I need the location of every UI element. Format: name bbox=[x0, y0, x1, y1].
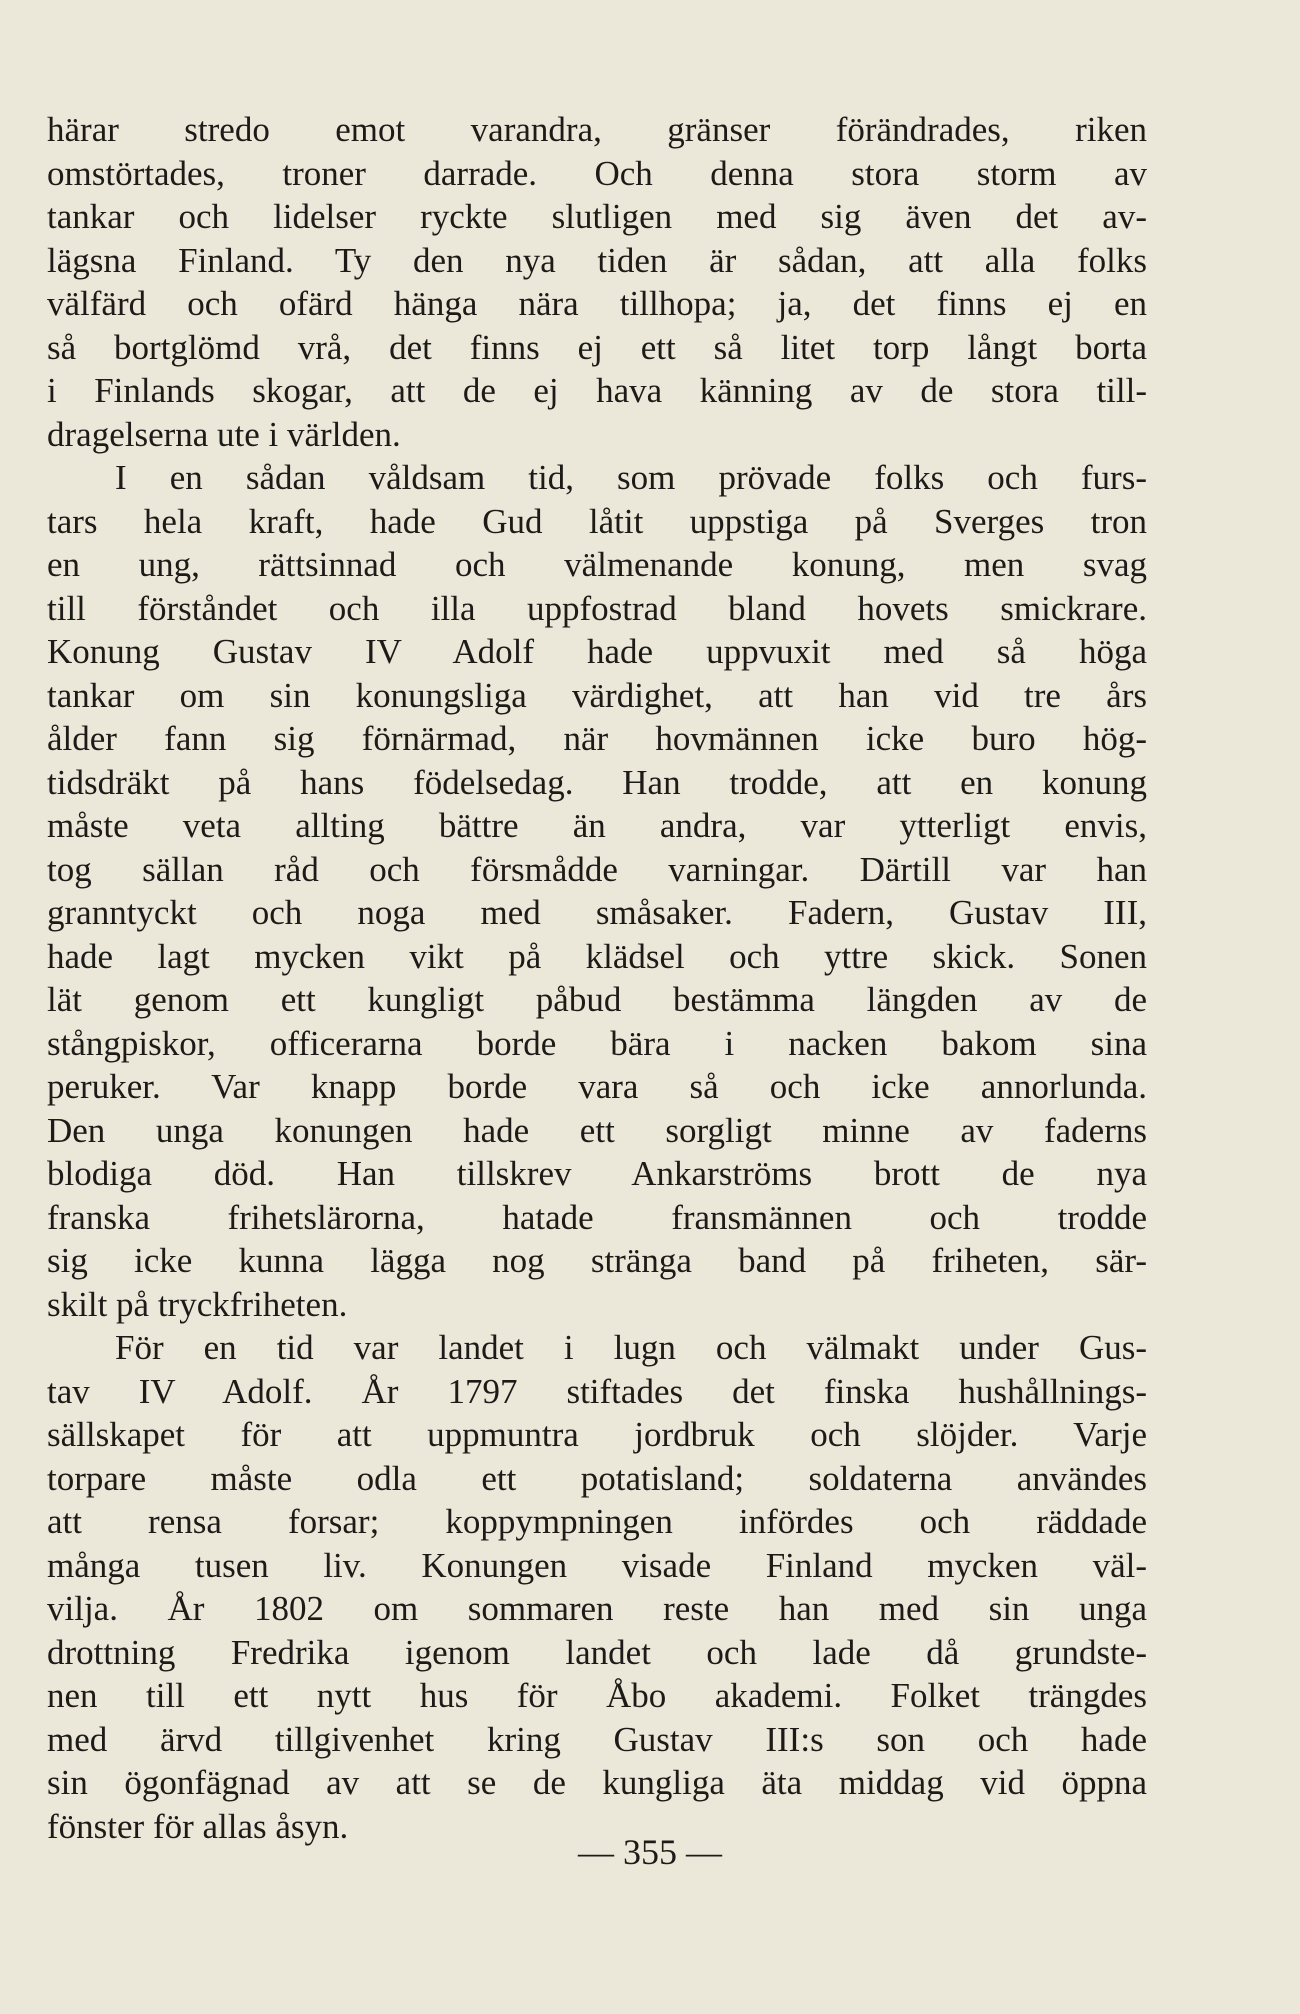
text-line: torpare måste odla ett potatisland; soldaterna användes bbox=[47, 1458, 1147, 1498]
text-line: välfärd och ofärd hänga nära tillhopa; ja, det finns ej en bbox=[47, 284, 1147, 323]
text-line: tav IV Adolf. År 1797 stiftades det finska hushållnings- bbox=[47, 1371, 1147, 1411]
text-line: Den unga konungen hade ett sorgligt minne av faderns bbox=[47, 1110, 1147, 1150]
text-line: För en tid var landet i lugn och välmakt under Gus- bbox=[115, 1328, 1147, 1367]
text-line: härar stredo emot varandra, gränser förändrades, riken bbox=[47, 110, 1147, 149]
text-line: sin ögonfägnad av att se de kungliga äta middag vid öppna bbox=[47, 1763, 1147, 1802]
text-line: ålder fann sig förnärmad, när hovmännen icke buro hög- bbox=[47, 719, 1147, 758]
text-line: många tusen liv. Konungen visade Finland mycken väl- bbox=[47, 1545, 1147, 1585]
text-line: måste veta allting bättre än andra, var ytterligt envis, bbox=[47, 806, 1147, 845]
text-line: drottning Fredrika igenom landet och lade då grundste- bbox=[47, 1632, 1147, 1672]
text-line: sig icke kunna lägga nog stränga band på friheten, sär- bbox=[47, 1241, 1147, 1280]
text-line: skilt på tryckfriheten. bbox=[47, 1284, 348, 1324]
text-line: lägsna Finland. Ty den nya tiden är sådan, att alla folks bbox=[47, 240, 1147, 280]
text-line: franska frihetslärorna, hatade fransmännen och trodde bbox=[47, 1197, 1147, 1237]
text-line: nen till ett nytt hus för Åbo akademi. Folket trängdes bbox=[47, 1676, 1147, 1715]
text-line: så bortglömd vrå, det finns ej ett så litet torp långt borta bbox=[47, 327, 1147, 367]
text-line: fönster för allas åsyn. bbox=[47, 1806, 349, 1846]
text-line: peruker. Var knapp borde vara så och icke annorlunda. bbox=[47, 1067, 1147, 1106]
page-number: — 355 — bbox=[578, 1832, 722, 1872]
text-line: att rensa forsar; koppympningen infördes och räddade bbox=[47, 1502, 1147, 1541]
text-line: Konung Gustav IV Adolf hade uppvuxit med så höga bbox=[47, 632, 1147, 671]
text-line: en ung, rättsinnad och välmenande konung, men svag bbox=[47, 545, 1147, 584]
text-line: omstörtades, troner darrade. Och denna stora storm av bbox=[47, 153, 1147, 193]
text-line: sällskapet för att uppmuntra jordbruk och slöjder. Varje bbox=[47, 1415, 1147, 1454]
text-line: dragelserna ute i världen. bbox=[47, 414, 401, 454]
text-line: blodiga död. Han tillskrev Ankarströms brott de nya bbox=[47, 1154, 1147, 1193]
text-line: hade lagt mycken vikt på klädsel och yttre skick. Sonen bbox=[47, 936, 1147, 976]
text-line: i Finlands skogar, att de ej hava känning av de stora till- bbox=[47, 371, 1147, 410]
text-line: lät genom ett kungligt påbud bestämma längden av de bbox=[47, 980, 1147, 1019]
text-line: stångpiskor, officerarna borde bära i nacken bakom sina bbox=[47, 1023, 1147, 1063]
text-line: tankar om sin konungsliga värdighet, att han vid tre års bbox=[47, 675, 1147, 715]
text-line: tars hela kraft, hade Gud låtit uppstiga på Sverges tron bbox=[47, 501, 1147, 541]
text-line: tankar och lidelser ryckte slutligen med sig även det av- bbox=[47, 197, 1147, 236]
text-line: vilja. År 1802 om sommaren reste han med sin unga bbox=[47, 1589, 1147, 1628]
text-line: till förståndet och illa uppfostrad bland hovets smickrare. bbox=[47, 588, 1147, 628]
text-line: med ärvd tillgivenhet kring Gustav III:s son och hade bbox=[47, 1719, 1147, 1759]
body-text bbox=[47, 108, 1147, 1848]
text-line: I en sådan våldsam tid, som prövade folks och furs- bbox=[115, 458, 1147, 497]
text-line: tog sällan råd och försmådde varningar. Därtill var han bbox=[47, 849, 1147, 889]
text-line: tidsdräkt på hans födelsedag. Han trodde, att en konung bbox=[47, 762, 1147, 802]
text-line: granntyckt och noga med småsaker. Fadern, Gustav III, bbox=[47, 893, 1147, 932]
